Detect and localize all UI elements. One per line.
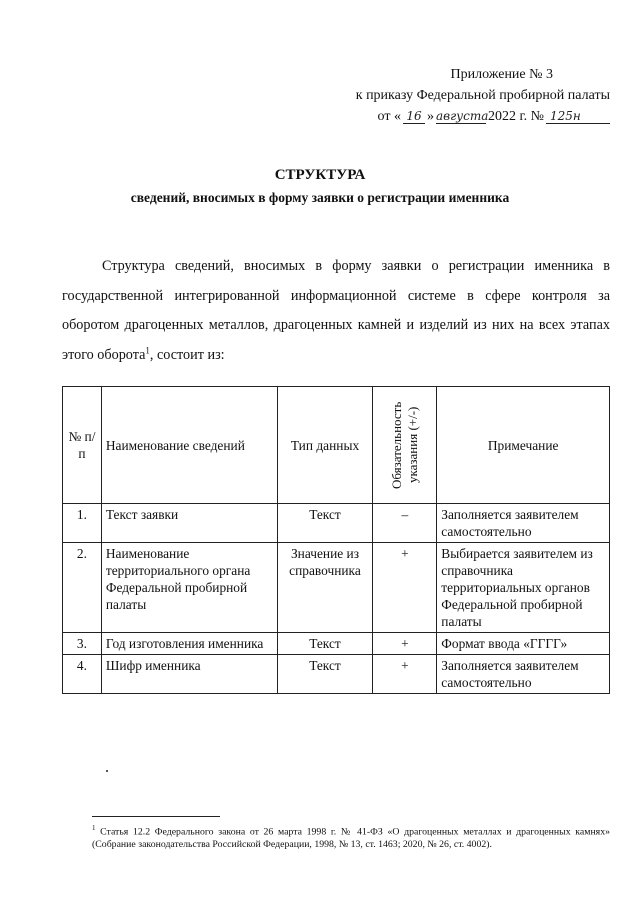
- intro-text: Структура сведений, вносимых в форму заявки о регистрации именника в государственной интегрированной информационной системе в сфере контроля за оборотом драгоценных металлов, драгоценных камней и изделий из них на всех этапах этого оборота: [62, 258, 610, 363]
- row-type: Текст: [277, 655, 373, 694]
- footnote-reference: 1: [145, 344, 150, 355]
- appendix-block: [356, 64, 610, 127]
- footnote: [92, 822, 610, 851]
- header-required-text: Обязательность указания (+/-): [388, 401, 420, 489]
- date-close: »: [426, 109, 434, 124]
- row-type: Текст: [277, 504, 373, 543]
- appendix-order-ref: к приказу Федеральной пробирной палаты: [355, 88, 610, 103]
- row-num: 3.: [63, 633, 102, 655]
- row-name: Год изготовления именника: [101, 633, 277, 655]
- table-header-row: [63, 387, 610, 504]
- intro-tail: , состоит из:: [149, 346, 225, 363]
- appendix-date-line: [378, 106, 610, 127]
- row-note: Заполняется заявителем самостоятельно: [437, 504, 610, 543]
- row-name: Наименование территориального органа Федеральной пробирной палаты: [101, 543, 277, 633]
- row-required: +: [373, 543, 437, 633]
- row-num: 1.: [63, 504, 102, 543]
- footnote-text: Статья 12.2 Федерального закона от 26 марта 1998 г. № 41-ФЗ «О драгоценных металлах и драгоценных камнях» (Собрание законодательства Российской Федерации, 1998, № 13, ст. 1463; 2020, № 26, ст. 4002).: [92, 826, 610, 851]
- header-required: [373, 387, 437, 504]
- handwritten-day: 16: [403, 109, 425, 124]
- structure-table: [62, 386, 610, 694]
- table-row: [63, 655, 610, 694]
- table-row: [63, 633, 610, 655]
- row-note: Формат ввода «ГГГГ»: [437, 633, 610, 655]
- row-note: Заполняется заявителем самостоятельно: [437, 655, 610, 694]
- appendix-title: Приложение № 3: [450, 67, 553, 82]
- row-name: Шифр именника: [101, 655, 277, 694]
- row-required: +: [373, 655, 437, 694]
- row-type: Текст: [277, 633, 373, 655]
- row-type: Значение из справочника: [277, 543, 373, 633]
- row-required: +: [373, 633, 437, 655]
- handwritten-month: августа: [435, 109, 489, 123]
- header-name: Наименование сведений: [101, 387, 277, 504]
- header-note: Примечание: [437, 387, 610, 504]
- handwritten-number: 125н: [546, 109, 610, 124]
- footnote-divider: [92, 816, 220, 817]
- header-type: Тип данных: [277, 387, 373, 504]
- table-row: [63, 543, 610, 633]
- scan-speck: [106, 770, 108, 772]
- document-subtitle: сведений, вносимых в форму заявки о регистрации именника: [130, 190, 510, 205]
- table-row: [63, 504, 610, 543]
- row-name: Текст заявки: [101, 504, 277, 543]
- intro-paragraph: [62, 252, 610, 370]
- document-title: СТРУКТУРА: [274, 167, 366, 183]
- row-num: 4.: [63, 655, 102, 694]
- year-number-label: 2022 г. №: [487, 109, 544, 124]
- date-prefix: от «: [377, 109, 401, 124]
- row-required: –: [373, 504, 437, 543]
- footnote-mark: 1: [92, 824, 96, 832]
- row-num: 2.: [63, 543, 102, 633]
- header-num: № п/п: [63, 387, 102, 504]
- row-note: Выбирается заявителем из справочника территориальных органов Федеральной пробирной палаты: [437, 543, 610, 633]
